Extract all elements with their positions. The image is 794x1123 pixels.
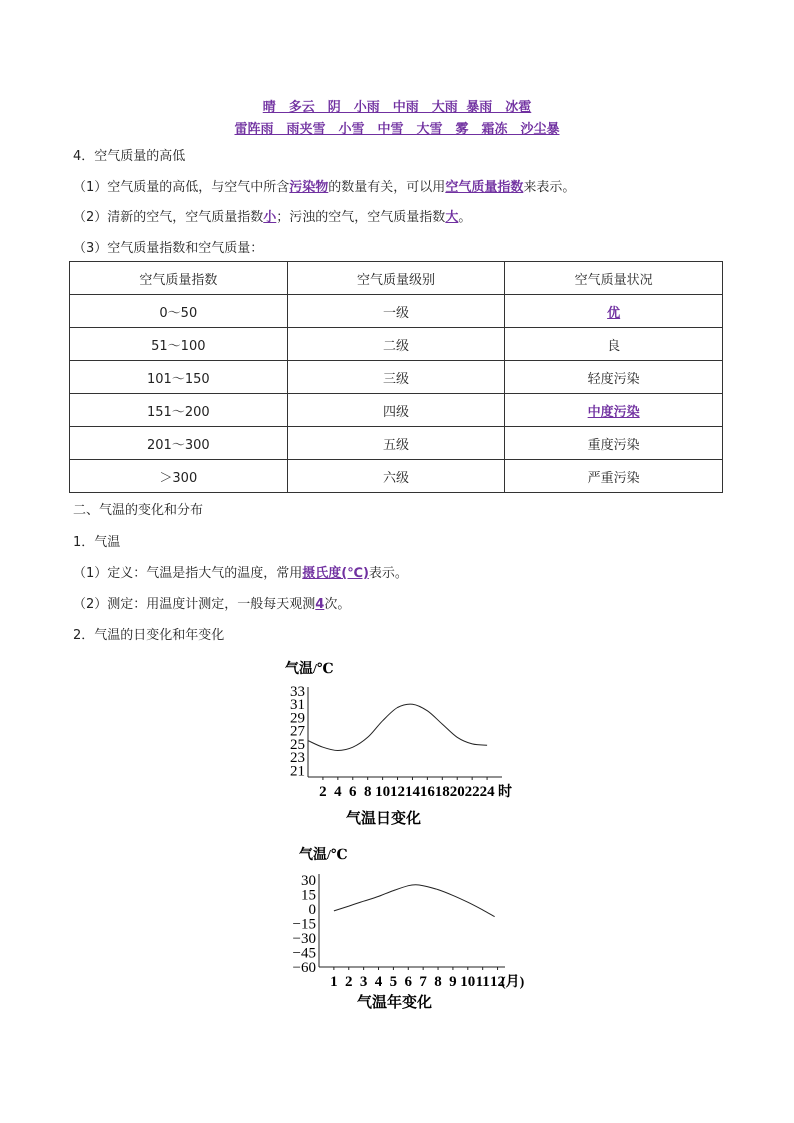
- p2-text-a: （2）清新的空气，空气质量指数: [73, 210, 264, 225]
- chart2-x-unit: (月): [501, 975, 525, 990]
- c2-x-tick-label: 3: [359, 974, 368, 990]
- table-cell: 五级: [287, 427, 505, 460]
- status-excellent: 优: [607, 305, 621, 321]
- c2-x-tick-label: 9: [449, 974, 457, 990]
- paragraph-3: （3）空气质量指数和空气质量：: [73, 241, 264, 256]
- c2-x-tick-label: 12: [490, 974, 506, 990]
- chart2-ylabel: 气温/℃: [299, 848, 348, 863]
- table-cell: 三级: [287, 361, 505, 394]
- status-moderate-pollution: 中度污染: [587, 404, 640, 420]
- c2-x-tick-label: 2: [345, 974, 353, 990]
- c1-x-tick-label: 8: [363, 784, 372, 800]
- keyword-celsius: 摄氏度(℃): [302, 566, 369, 581]
- c2-y-tick-label: −30: [292, 930, 316, 947]
- table-cell: 四级: [287, 394, 505, 427]
- table-row: [70, 394, 723, 427]
- c1-x-tick-label: 12: [390, 784, 406, 800]
- p2-text-c: 。: [458, 210, 472, 225]
- table-header-cell: 空气质量指数: [70, 262, 288, 295]
- c2-x-tick-label: 10: [460, 974, 476, 990]
- p1-text-b: 的数量有关，可以用: [328, 180, 446, 195]
- subsection-2-title: 2．气温的日变化和年变化: [73, 628, 225, 643]
- keyword-small: 小: [263, 210, 277, 225]
- keyword-aqi: 空气质量指数: [445, 180, 524, 195]
- c2-x-tick-label: 6: [404, 974, 413, 990]
- keyword-pollutants: 污染物: [289, 180, 329, 195]
- table-row: [70, 295, 723, 328]
- table-cell: 轻度污染: [505, 361, 723, 394]
- paragraph-1: [73, 176, 575, 195]
- measurement-paragraph: [73, 593, 350, 612]
- def-text-b: 表示。: [368, 566, 408, 581]
- table-cell: 101～150: [70, 361, 288, 394]
- chart1-series-line: [308, 704, 487, 750]
- c2-x-tick-label: 8: [434, 974, 442, 990]
- c1-y-tick-label: 25: [290, 736, 305, 753]
- chart2-series-line: [334, 885, 495, 917]
- c1-y-tick-label: 31: [290, 697, 305, 714]
- table-cell: 良: [505, 328, 723, 361]
- c2-x-tick-label: 4: [374, 974, 383, 990]
- weather-symbols-line-2: 雷阵雨 雨夹雪 小雪 中雪 大雪 雾 霜冻 沙尘暴: [234, 122, 560, 137]
- annual-temperature-chart: [285, 842, 555, 1017]
- c2-x-tick-label: 5: [389, 974, 398, 990]
- subsection-1-title: 1．气温: [73, 535, 121, 550]
- c1-x-tick-label: 10: [375, 784, 391, 800]
- table-row: [70, 361, 723, 394]
- c2-y-tick-label: 30: [301, 872, 316, 889]
- table-row: [70, 328, 723, 361]
- table-row: [70, 460, 723, 493]
- c1-y-tick-label: 27: [290, 723, 305, 740]
- table-header-row: [70, 262, 723, 295]
- p2-text-b: ；污浊的空气，空气质量指数: [276, 210, 446, 225]
- c2-x-tick-label: 1: [330, 974, 338, 990]
- c2-x-tick-label: 11: [475, 974, 490, 990]
- table-cell: ＞300: [70, 460, 288, 493]
- table-cell: 重度污染: [505, 427, 723, 460]
- table-row: [70, 427, 723, 460]
- c2-y-tick-label: −60: [292, 960, 316, 976]
- c2-y-tick-label: 15: [301, 887, 316, 904]
- table-header-cell: 空气质量级别: [287, 262, 505, 295]
- part-2-title: 二、气温的变化和分布: [73, 503, 204, 518]
- c1-x-tick-label: 24: [479, 784, 495, 800]
- keyword-four: 4: [315, 597, 325, 612]
- table-cell: 严重污染: [505, 460, 723, 493]
- measure-text-a: （2）测定：用温度计测定，一般每天观测: [73, 597, 316, 612]
- table-cell: 51～100: [70, 328, 288, 361]
- table-cell: [505, 295, 723, 328]
- p1-text-c: 来表示。: [523, 180, 576, 195]
- c1-x-tick-label: 6: [349, 784, 357, 800]
- c2-x-tick-label: 7: [419, 974, 427, 990]
- measure-text-b: 次。: [324, 597, 351, 612]
- c1-x-tick-label: 4: [334, 784, 342, 800]
- chart1-x-unit: 时: [498, 785, 512, 800]
- chart1-ylabel: 气温/℃: [285, 662, 334, 677]
- c1-x-tick-label: 16: [419, 784, 435, 800]
- c1-y-tick-label: 23: [290, 750, 305, 767]
- table-cell: 151～200: [70, 394, 288, 427]
- c1-x-tick-label: 22: [464, 784, 480, 800]
- section-4-title: 4．空气质量的高低: [73, 149, 186, 164]
- air-quality-table: [69, 261, 723, 493]
- c2-y-tick-label: −15: [292, 916, 316, 933]
- c2-y-tick-label: 0: [308, 901, 316, 918]
- c1-x-tick-label: 2: [319, 784, 327, 800]
- c1-y-tick-label: 33: [290, 684, 305, 700]
- c1-y-tick-label: 21: [290, 763, 305, 780]
- paragraph-2: [73, 206, 471, 225]
- definition-paragraph: [73, 562, 408, 581]
- table-cell: 一级: [287, 295, 505, 328]
- c1-x-tick-label: 18: [434, 784, 450, 800]
- table-cell: 六级: [287, 460, 505, 493]
- c1-x-tick-label: 20: [449, 784, 465, 800]
- c1-y-tick-label: 29: [290, 710, 305, 727]
- daily-temperature-chart: [280, 655, 540, 830]
- keyword-large: 大: [445, 210, 459, 225]
- weather-symbols-line-1: 晴 多云 阴 小雨 中雨 大雨 暴雨 冰雹: [262, 100, 532, 115]
- c1-x-tick-label: 14: [404, 784, 420, 800]
- table-cell: 二级: [287, 328, 505, 361]
- table-header-cell: 空气质量状况: [505, 262, 723, 295]
- table-cell: 0～50: [70, 295, 288, 328]
- c2-y-tick-label: −45: [292, 945, 316, 962]
- def-text-a: （1）定义：气温是指大气的温度，常用: [73, 566, 303, 581]
- p1-text-a: （1）空气质量的高低，与空气中所含: [73, 180, 290, 195]
- chart2-title: 气温年变化: [357, 995, 433, 1011]
- table-cell: 201～300: [70, 427, 288, 460]
- table-cell: [505, 394, 723, 427]
- chart1-title: 气温日变化: [346, 811, 422, 827]
